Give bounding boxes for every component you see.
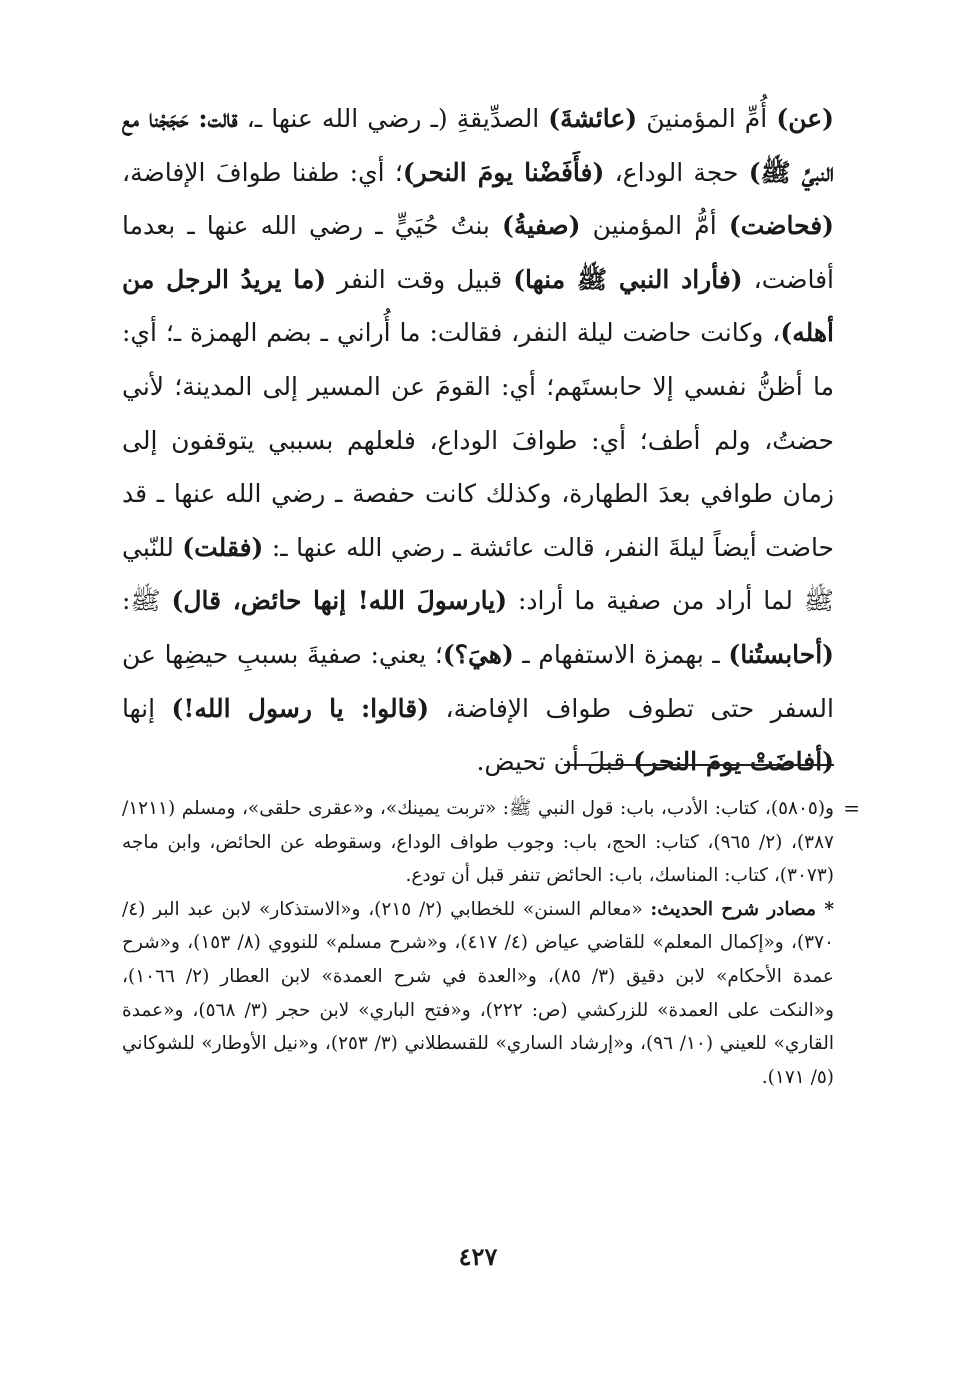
bold-quote: (فحاضت) [728,211,834,241]
commentary-text: للنّبي ﷺ لما أراد من صفية ما أراد: [122,532,834,616]
bold-quote: (يارسولَ الله! إنها حائض، قال) [171,586,508,616]
footnote-separator [564,764,834,766]
commentary-text: بنتُ حُيَيٍّ ـ رضي الله عنها ـ بعدما أفاضت، [122,211,834,294]
bold-quote: (قالوا: يا رسول الله!) [171,693,430,723]
commentary-text: إنها [122,693,172,723]
main-text [122,92,834,789]
commentary-text: قبيل وقت النفر [326,264,514,294]
continuation-mark: = [843,796,860,820]
takhrij-text: و(٥٨٠٥)، كتاب: الأدب، باب: قول النبي ﷺ: «تربت يمينك»، و«عقرى حلقى»، ومسلم (١٢١١/ ٣٨٧)، (٢/ ٩٦٥)، كتاب: الحج، باب: وجوب طواف الوداع، وسقوطه عن الحائض، وابن ماجه (٣٠٧٣)، كتاب: المناسك، باب: الحائض تنفر قبل أن تودع. [122,798,834,887]
commentary-text: الصدِّيقةِ (ـ رضي الله عنها ـ، [237,104,549,133]
commentary-text: ﷺ: [122,586,172,616]
bold-quote: (فأراد النبي ﷺ منها) [513,264,743,294]
footnotes [122,792,860,1094]
bold-quote: قالت: حَجَجْنا مع النبيِّ ﷺ) [122,104,834,187]
sources-label: * مصادر شرح الحديث: [650,898,834,920]
bold-quote: (أفاضَتْ يومَ النحر) [633,747,834,777]
commentary-text: أمُّ المؤمنين [580,211,729,241]
footnote-takhrij [122,792,860,893]
commentary-paragraph [122,92,834,789]
bold-quote: (عن) [776,104,834,133]
bold-quote: (فقلت) [182,532,264,562]
bold-quote: (صفيةُ) [502,211,581,241]
bold-quote: (فأَفَضْنا يومَ النحر) [402,157,605,187]
commentary-text: ، وكانت حاضت ليلة النفر، فقالت: ما أُراني ـ بضم الهمزة ـ؛ أي: ما أظنُّ نفسي إلا حابستَهم؛ أي: القومَ عن المسير إلى المدينة؛ لأني حضتُ، ولم أطف؛ أي: طوافَ الوداع، فلعلهم بسببي يتوقفون إلى زمان طوافي بعدَ الطهارة، وكذلك كانت حفصة ـ رضي الله عنها ـ قد حاضت أيضاً ليلةَ النفر، قالت عائشة ـ رضي الله عنها ـ: [122,318,835,562]
commentary-text: حجة الوداع، [604,157,749,187]
sources-text: «معالم السنن» للخطابي (٢/ ٢١٥)، و«الاستذكار» لابن عبد البر (٤/ ٣٧٠)، و«إكمال المعلم» للقاضي عياض (٤/ ٤١٧)، و«شرح مسلم» للنووي (٨/ ١٥٣)، و«شرح عمدة الأحكام» لابن دقيق (٣/ ٨٥)، و«العدة في شرح العمدة» لابن العطار (٢/ ١٠٦٦)، و«النكت على العمدة» للزركشي (ص: ٢٢٢)، و«فتح الباري» لابن حجر (٣/ ٥٦٨)، و«عمدة القاري» للعيني (١٠/ ٩٦)، و«إرشاد الساري» للقسطلاني (٣/ ٢٥٣)، و«نيل الأوطار» للشوكاني (٥/ ١٧١). [122,898,835,1088]
commentary-text: أُمِّ المؤمنينَ [637,104,777,133]
book-page [122,92,860,1352]
footnote-sources [122,893,834,1095]
commentary-text: ـ بهمزة الاستفهام ـ [513,639,729,669]
bold-quote: (عائشةَ) [548,104,638,133]
bold-quote: (هيَ؟) [442,639,514,669]
bold-quote: (أحابستُنا) [728,639,834,669]
commentary-text: قبلَ أن تحيض. [476,747,634,777]
page-number: ٤٢٧ [458,1242,498,1271]
commentary-text: ؛ يعني: صفيةَ بسببِ حيضِها عن السفر حتى تطوف طواف الإفاضة، [122,639,834,723]
commentary-text: ؛ أي: طفنا طوافَ الإفاضة، [122,157,403,187]
bold-quote: (ما يريدُ الرجل من أهله) [122,264,834,348]
